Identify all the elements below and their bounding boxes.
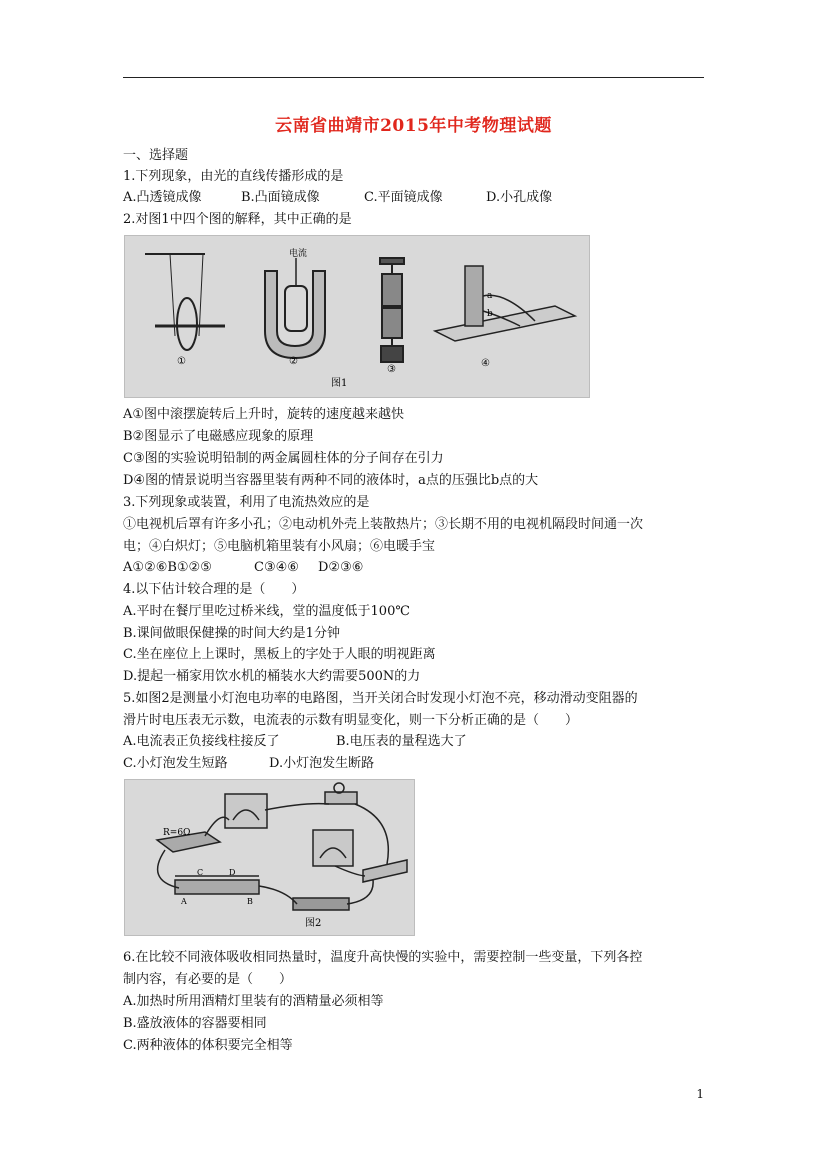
q5-stem-line2: 滑片时电压表无示数，电流表的示数有明显变化，则一下分析正确的是（ ） <box>123 713 579 728</box>
figure-2-resistor-label: R=6Ω <box>163 828 191 838</box>
q4-option-d: D.提起一桶家用饮水机的桶装水大约需要500N的力 <box>123 669 421 684</box>
q3-stem: 3.下列现象或装置，利用了电流热效应的是 <box>123 495 370 510</box>
figure-1-label-3: ③ <box>387 364 396 375</box>
q5-option-a: A.电流表正负接线柱接反了 <box>123 734 280 749</box>
q6-option-a: A.加热时所用酒精灯里装有的酒精量必须相等 <box>123 994 384 1009</box>
figure-2-terminal-d: D <box>229 868 236 877</box>
q4-stem: 4.以下估计较合理的是（ ） <box>123 582 305 597</box>
q3-option-d: D②③⑥ <box>318 560 364 575</box>
figure-1-label-4: ④ <box>481 358 490 369</box>
q2-option-a: A①图中滚摆旋转后上升时，旋转的速度越来越快 <box>123 407 405 422</box>
q6-option-b: B.盛放液体的容器要相同 <box>123 1016 267 1031</box>
q6-stem-line2: 制内容，有必要的是（ ） <box>123 972 293 987</box>
u-magnet-diagram <box>265 258 325 358</box>
header-rule <box>123 77 704 78</box>
q5-stem-line1: 5.如图2是测量小灯泡电功率的电路图，当开关闭合时发现小灯泡不亮，移动滑动变阻器的 <box>123 691 638 706</box>
q4-option-c: C.坐在座位上上课时，黑板上的字处于人眼的明视距离 <box>123 647 436 662</box>
figure-1-drawing <box>125 236 589 397</box>
q2-option-d: D④图的情景说明当容器里装有两种不同的液体时，a点的压强比b点的大 <box>123 473 539 488</box>
q4-option-a: A.平时在餐厅里吃过桥米线，堂的温度低于100℃ <box>123 604 410 619</box>
q3-body-line1: ①电视机后罩有许多小孔；②电动机外壳上装散热片；③长期不用的电视机隔段时间通一次 <box>123 517 644 532</box>
figure-2-terminal-c: C <box>197 868 204 877</box>
figure-2 <box>124 779 415 936</box>
lead-cylinders-diagram <box>380 258 404 362</box>
figure-1-point-a: a <box>487 291 493 301</box>
liquid-container-diagram <box>435 266 575 341</box>
q1-option-b: B.凸面镜成像 <box>241 190 320 205</box>
q3-option-ab: A①②⑥B①②⑤ <box>123 560 212 575</box>
page-number: 1 <box>696 1087 704 1101</box>
figure-1-current-label: 电流 <box>289 249 308 259</box>
q3-body-line2: 电；④白炽灯；⑤电脑机箱里装有小风扇；⑥电暖手宝 <box>123 539 436 554</box>
q3-option-c: C③④⑥ <box>254 560 299 575</box>
figure-2-drawing <box>125 780 414 935</box>
q1-stem: 1.下列现象，由光的直线传播形成的是 <box>123 169 344 184</box>
q2-option-c: C③图的实验说明铅制的两金属圆柱体的分子间存在引力 <box>123 451 444 466</box>
figure-2-caption: 图2 <box>305 918 322 929</box>
figure-2-terminal-a: A <box>181 897 187 906</box>
figure-1-caption: 图1 <box>331 378 348 389</box>
q2-option-b: B②图显示了电磁感应现象的原理 <box>123 429 314 444</box>
section-heading: 一、选择题 <box>123 148 189 163</box>
figure-1-point-b: b <box>487 309 493 319</box>
figure-2-terminal-b: B <box>247 897 253 906</box>
q2-stem: 2.对图1中四个图的解释，其中正确的是 <box>123 212 352 227</box>
q3-options <box>123 558 363 578</box>
q5-options-row1 <box>123 732 467 752</box>
maxwell-wheel-diagram <box>145 254 225 350</box>
document-title: 云南省曲靖市2015年中考物理试题 <box>275 116 552 136</box>
q1-option-d: D.小孔成像 <box>486 190 553 205</box>
q5-option-b: B.电压表的量程选大了 <box>336 734 467 749</box>
figure-1-label-1: ① <box>177 356 186 367</box>
q5-options-row2 <box>123 754 374 774</box>
q1-option-c: C.平面镜成像 <box>364 190 443 205</box>
q4-option-b: B.课间做眼保健操的时间大约是1分钟 <box>123 626 340 641</box>
q1-option-a: A.凸透镜成像 <box>123 190 202 205</box>
figure-1 <box>124 235 590 398</box>
figure-1-label-2: ② <box>289 356 298 367</box>
circuit-diagram <box>157 783 407 910</box>
q1-options <box>123 188 552 208</box>
q5-option-d: D.小灯泡发生断路 <box>269 756 375 771</box>
q5-option-c: C.小灯泡发生短路 <box>123 756 228 771</box>
q6-stem-line1: 6.在比较不同液体吸收相同热量时，温度升高快慢的实验中，需要控制一些变量，下列各控 <box>123 950 643 965</box>
q6-option-c: C.两种液体的体积要完全相等 <box>123 1038 293 1053</box>
